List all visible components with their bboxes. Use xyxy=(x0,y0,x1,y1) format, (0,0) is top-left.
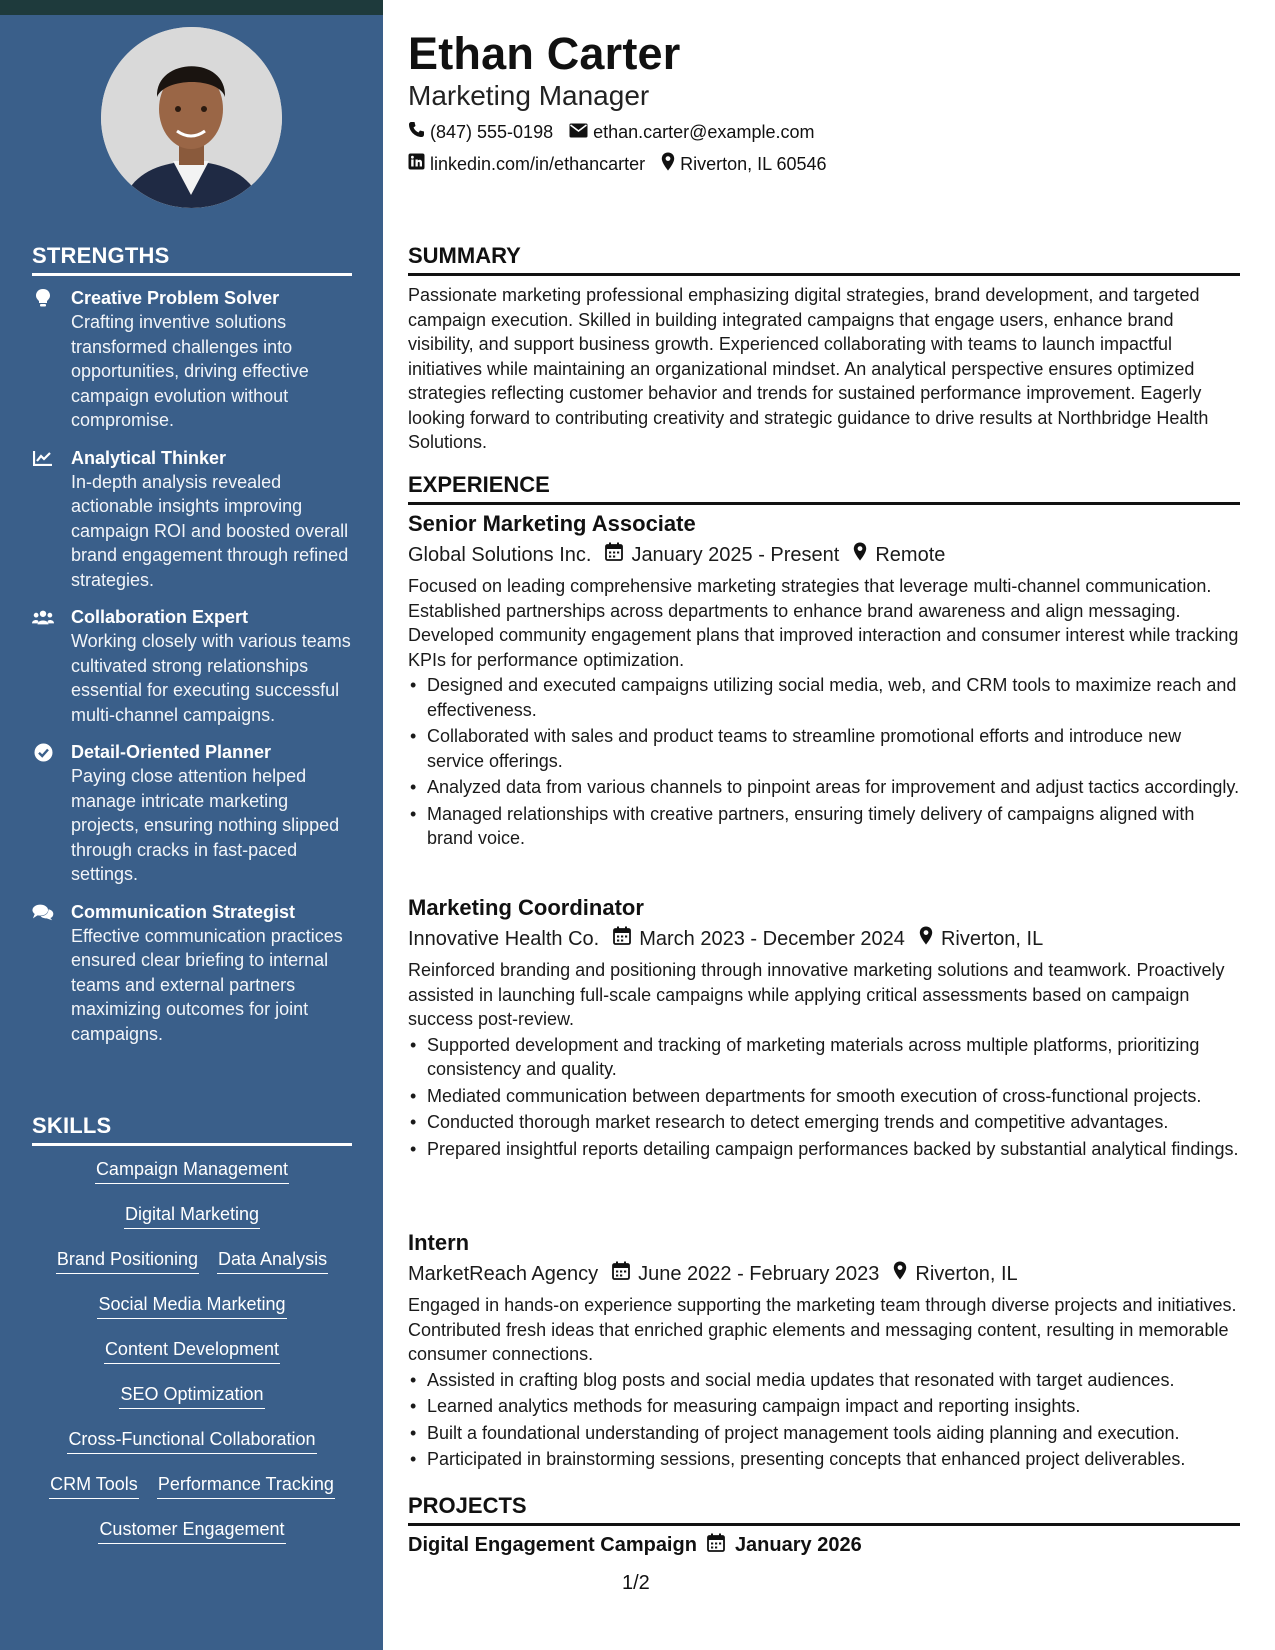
list-item: • Participated in brainstorming sessions, presenting concepts that enhanced project deliverables. xyxy=(408,1447,1240,1472)
job-company xyxy=(408,1259,598,1289)
project-name: Digital Engagement Campaign xyxy=(408,1534,697,1556)
strength-item xyxy=(32,740,352,887)
job-description: Engaged in hands-on experience supporting the marketing team through diverse projects and initiatives. Contributed fresh ideas that enriched graphic elements and messaging content, resulting in memorable consumer connections. xyxy=(408,1295,1237,1364)
job-role: Marketing Coordinator xyxy=(408,895,644,920)
strength-title: Analytical Thinker xyxy=(71,447,227,468)
location-contact xyxy=(661,152,826,176)
list-item: • Mediated communication between departments for smooth execution of cross-functional projects. xyxy=(408,1084,1240,1109)
strength-desc: Crafting inventive solutions transformed challenges into opportunities, driving effective campaign evolution without compromise. xyxy=(71,312,309,430)
sidebar-top-bar xyxy=(0,0,383,15)
strengths-heading: STRENGTHS xyxy=(32,243,352,276)
strength-desc: Effective communication practices ensured clear briefing to internal teams and external partners maximizing outcomes for joint campaigns. xyxy=(71,925,343,1044)
list-item: • Supported development and tracking of marketing materials across multiple platforms, prioritizing consistency and quality. xyxy=(408,1033,1240,1082)
job-location xyxy=(893,1259,1017,1289)
project-date: January 2026 xyxy=(734,1534,862,1556)
strength-desc: Working closely with various teams cultivated strong relationships essential for executing successful multi-channel campaigns. xyxy=(71,631,351,725)
project-item xyxy=(408,1533,862,1558)
job-location xyxy=(919,924,1043,954)
job-description: Reinforced branding and positioning through innovative marketing solutions and teamwork. Proactively assisted in launching full-scale campaigns while applying critical assessments based on campaign success post-review. xyxy=(408,960,1225,1029)
avatar xyxy=(101,27,282,208)
job-location xyxy=(853,540,945,570)
contact-line-2 xyxy=(408,152,837,176)
linkedin-link[interactable]: linkedin.com/in/ethancarter xyxy=(430,153,646,174)
users-icon xyxy=(32,607,54,627)
job-bullets xyxy=(408,1033,1240,1162)
summary-text: Passionate marketing professional emphasizing digital strategies, brand development, and targeted campaign execution. Skilled in building integrated campaigns that engage users, enhance brand visibility, and support business growth. Experienced collaborating with teams to launch impactful initiatives while maintaining an organizational mindset. An analytical perspective ensures optimized strategies reflecting customer behavior and trends for sustained performance improvement. Eagerly looking forward to contributing creativity and strategic guidance to drive results at Northbridge Health Solutions. xyxy=(408,285,1209,452)
job-bullets xyxy=(408,673,1240,851)
job-description: Focused on leading comprehensive marketing strategies that leverage multi-channel communication. Established partnerships across departments to enhance brand awareness and align messaging. Developed community engagement plans that improved interaction and consumer interest while tracking KPIs for performance optimization. xyxy=(408,576,1239,670)
skills-heading: SKILLS xyxy=(32,1113,352,1146)
job-entry xyxy=(408,893,1240,1163)
sidebar xyxy=(0,0,383,1650)
projects-heading: PROJECTS xyxy=(408,1493,1240,1526)
skill-tag: Cross-Functional Collaboration xyxy=(67,1428,316,1454)
comments-icon xyxy=(32,902,54,922)
summary-heading: SUMMARY xyxy=(408,243,1240,276)
date-range: March 2023 - December 2024 xyxy=(639,928,905,950)
map-pin-icon xyxy=(893,1259,907,1289)
map-pin-icon xyxy=(853,540,867,570)
list-item: • Conducted thorough market research to detect emerging trends and competitive advantages. xyxy=(408,1110,1240,1135)
list-item: • Analyzed data from various channels to pinpoint areas for improvement and adjust tactics accordingly. xyxy=(408,775,1240,800)
job-bullets xyxy=(408,1368,1240,1472)
job-meta xyxy=(408,1259,1240,1289)
strength-title: Collaboration Expert xyxy=(71,607,249,627)
strengths-list xyxy=(32,286,352,1059)
linkedin-contact[interactable] xyxy=(408,153,645,175)
skill-tag: Content Development xyxy=(104,1338,280,1364)
strength-item xyxy=(32,900,352,1047)
strength-title: Detail-Oriented Planner xyxy=(71,742,272,762)
phone-text: (847) 555-0198 xyxy=(430,121,554,142)
calendar-icon xyxy=(613,924,631,954)
candidate-name: Ethan Carter xyxy=(408,28,681,79)
job-role: Senior Marketing Associate xyxy=(408,511,696,536)
phone-contact xyxy=(408,121,553,143)
job-entry xyxy=(408,1228,1240,1474)
location-text: Riverton, IL 60546 xyxy=(680,153,827,174)
strength-item xyxy=(32,286,352,433)
skill-tag: Data Analysis xyxy=(217,1248,328,1274)
list-item: • Built a foundational understanding of project management tools aiding planning and execution. xyxy=(408,1421,1240,1446)
skill-tag: Campaign Management xyxy=(95,1158,289,1184)
company-name: Global Solutions Inc. xyxy=(408,544,592,566)
strength-desc: In-depth analysis revealed actionable insights improving campaign ROI and boosted overall brand engagement through refined strategies. xyxy=(71,471,349,590)
job-dates xyxy=(605,540,839,570)
job-company xyxy=(408,924,599,954)
skill-tag: Social Media Marketing xyxy=(97,1293,286,1319)
job-company xyxy=(408,540,591,570)
company-name: MarketReach Agency xyxy=(408,1263,599,1285)
list-item: • Assisted in crafting blog posts and social media updates that resonated with target audiences. xyxy=(408,1368,1240,1393)
chart-line-icon xyxy=(32,448,54,468)
strength-item xyxy=(32,605,352,727)
job-role: Intern xyxy=(408,1230,470,1255)
email-link[interactable]: ethan.carter@example.com xyxy=(593,121,815,142)
envelope-icon xyxy=(569,122,588,143)
lightbulb-icon xyxy=(32,288,54,308)
skill-tag: Customer Engagement xyxy=(98,1518,285,1544)
strength-desc: Paying close attention helped manage intricate marketing projects, ensuring nothing slipped through cracks in fast-paced settings. xyxy=(71,766,340,884)
map-pin-icon xyxy=(661,152,675,176)
job-entry xyxy=(408,509,1240,853)
strength-item xyxy=(32,446,352,593)
page-number: 1/2 xyxy=(622,1572,650,1594)
job-dates xyxy=(613,924,905,954)
calendar-icon xyxy=(605,540,623,570)
skill-tag: Brand Positioning xyxy=(56,1248,199,1274)
job-meta xyxy=(408,540,1240,570)
skills-list xyxy=(32,1158,352,1563)
phone-icon xyxy=(408,121,425,143)
linkedin-icon xyxy=(408,153,425,175)
list-item: • Managed relationships with creative partners, ensuring timely delivery of campaigns aligned with brand voice. xyxy=(408,802,1240,851)
strength-title: Communication Strategist xyxy=(71,901,296,922)
experience-heading: EXPERIENCE xyxy=(408,472,1240,505)
skill-tag: Digital Marketing xyxy=(124,1203,260,1229)
list-item: • Learned analytics methods for measuring campaign impact and reporting insights. xyxy=(408,1394,1240,1419)
contact-line-1 xyxy=(408,121,824,143)
job-meta xyxy=(408,924,1240,954)
skill-tag: Performance Tracking xyxy=(157,1473,335,1499)
calendar-icon xyxy=(707,1533,725,1558)
check-circle-icon xyxy=(32,742,54,762)
job-dates xyxy=(612,1259,879,1289)
date-range: June 2022 - February 2023 xyxy=(638,1263,880,1285)
location-text: Riverton, IL xyxy=(915,1263,1018,1285)
list-item: • Collaborated with sales and product teams to streamline promotional efforts and introduce new service offerings. xyxy=(408,724,1240,773)
date-range: January 2025 - Present xyxy=(631,544,840,566)
candidate-title: Marketing Manager xyxy=(408,80,650,111)
list-item: • Designed and executed campaigns utilizing social media, web, and CRM tools to maximize reach and effectiveness. xyxy=(408,673,1240,722)
skill-tag: CRM Tools xyxy=(49,1473,139,1499)
location-text: Riverton, IL xyxy=(940,928,1044,950)
strength-title: Creative Problem Solver xyxy=(71,288,280,308)
location-text: Remote xyxy=(875,544,946,566)
skill-tag: SEO Optimization xyxy=(119,1383,264,1409)
calendar-icon xyxy=(612,1259,630,1289)
map-pin-icon xyxy=(919,924,933,954)
email-contact[interactable] xyxy=(569,122,814,143)
company-name: Innovative Health Co. xyxy=(408,928,600,950)
list-item: • Prepared insightful reports detailing campaign performances backed by substantial analytical findings. xyxy=(408,1137,1240,1162)
